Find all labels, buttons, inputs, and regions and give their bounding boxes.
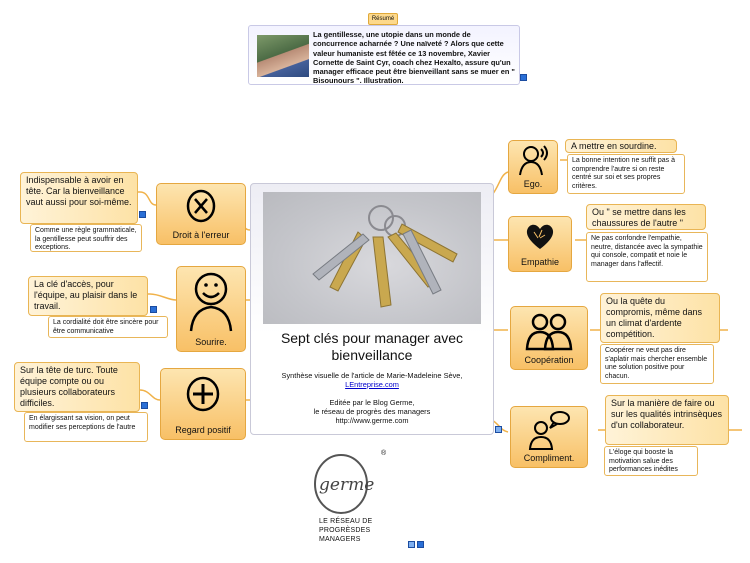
note-link-icon[interactable] <box>141 402 148 409</box>
branch-label: Ego. <box>523 179 543 189</box>
tagline-line-1: LE RÉSEAU DE <box>319 518 373 525</box>
summary-link-icon[interactable] <box>520 74 527 81</box>
branch-label: Coopération <box>524 355 574 365</box>
note-empathie: Ne pas confondre l'empathie, neutre, distancée avec la sympathie qui console, compatit et noie le manager dans l'affectif. <box>586 232 708 282</box>
speech-person-icon <box>527 409 571 451</box>
branch-droit-erreur[interactable] <box>156 183 246 245</box>
branch-empathie[interactable] <box>508 216 572 272</box>
logo-word: germe <box>319 475 375 495</box>
tagline-line-3: MANAGERS <box>319 536 361 543</box>
callout-regard-positif: Sur la tête de turc. Toute équipe compte ou ou plusieurs collaborateurs difficiles. <box>14 362 140 412</box>
editor-line-2: le réseau de progrès des managers <box>313 407 431 416</box>
germe-logo-mark <box>303 448 383 518</box>
smiling-face-icon <box>185 269 237 333</box>
central-topic <box>250 183 494 435</box>
note-regard-positif: En élargissant sa vision, on peut modifier ses perceptions de l'autre <box>24 412 148 442</box>
editor-credit <box>251 398 493 425</box>
link-icon[interactable] <box>495 426 502 433</box>
plus-circle-icon <box>185 375 221 413</box>
branch-label: Regard positif <box>175 425 231 435</box>
two-people-icon <box>523 311 575 351</box>
author-photo <box>257 35 309 77</box>
heart-icon <box>524 220 556 252</box>
editor-line-1: Editée par le Blog Germe, <box>329 398 415 407</box>
branch-ego[interactable] <box>508 140 558 194</box>
summary-card <box>248 25 520 85</box>
note-cooperation: Coopérer ne veut pas dire s'aplatir mais chercher ensemble une solution positive pour chacun. <box>600 344 714 384</box>
central-title: Sept clés pour manager avec bienveillance <box>280 330 464 363</box>
note-link-icon[interactable] <box>150 306 157 313</box>
editor-line-3[interactable]: http://www.germe.com <box>335 416 409 425</box>
callout-compliment: Sur la manière de faire ou sur les qualités intrinsèques d'un collaborateur. <box>605 395 729 445</box>
germe-logo <box>303 448 393 548</box>
note-droit-erreur: Comme une règle grammaticale, la gentillesse peut souffrir des exceptions. <box>30 224 142 252</box>
summary-text: La gentillesse, une utopie dans un monde de concurrence acharnée ? Une naïveté ? Alors que cette valeur humaniste est fêtée ce 13 novembre, Xavier Cornette de Saint Cyr, coach chez Hexalto, assure qu'un manager efficace peut être bienveillant sans se muer en " Bisounours ". Illustration. <box>313 30 515 86</box>
branch-sourire[interactable] <box>176 266 246 352</box>
branch-label: Compliment. <box>523 453 575 463</box>
note-compliment: L'éloge qui booste la motivation salue des performances inédites <box>604 446 698 476</box>
branch-cooperation[interactable] <box>510 306 588 370</box>
subtitle-text: Synthèse visuelle de l'article de Marie-Madeleine Sève, <box>281 371 463 380</box>
person-ego-icon <box>517 143 551 177</box>
cross-circle-icon <box>185 188 217 224</box>
callout-sourire: La clé d'accès, pour l'équipe, au plaisir dans le travail. <box>28 276 148 316</box>
branch-label: Droit à l'erreur <box>172 230 230 240</box>
branch-regard-positif[interactable] <box>160 368 246 440</box>
note-ego: La bonne intention ne suffit pas à comprendre l'autre si on reste centré sur soi et ses propres critères. <box>567 154 685 194</box>
registered-mark: ® <box>381 450 387 457</box>
keys-image <box>263 192 481 324</box>
callout-ego: A mettre en sourdine. <box>565 139 677 153</box>
tagline-line-2: PROGRÈSDES <box>319 527 371 534</box>
logo-note-icon[interactable] <box>417 541 424 548</box>
branch-compliment[interactable] <box>510 406 588 468</box>
callout-cooperation: Ou la quête du compromis, même dans un climat d'ardente compétition. <box>600 293 720 343</box>
logo-tagline <box>319 517 409 544</box>
branch-label: Empathie <box>520 257 560 267</box>
source-link[interactable]: LEntreprise.com <box>345 380 399 389</box>
callout-droit-erreur: Indispensable à avoir en tête. Car la bienveillance vaut aussi pour soi-même. <box>20 172 138 224</box>
logo-link-icon[interactable] <box>408 541 415 548</box>
central-subtitle <box>251 371 493 389</box>
note-sourire: La cordialité doit être sincère pour être communicative <box>48 316 168 338</box>
branch-label: Sourire. <box>195 337 227 347</box>
note-link-icon[interactable] <box>139 211 146 218</box>
callout-empathie: Ou " se mettre dans les chaussures de l'autre " <box>586 204 706 230</box>
summary-tag: Résumé <box>368 13 398 25</box>
